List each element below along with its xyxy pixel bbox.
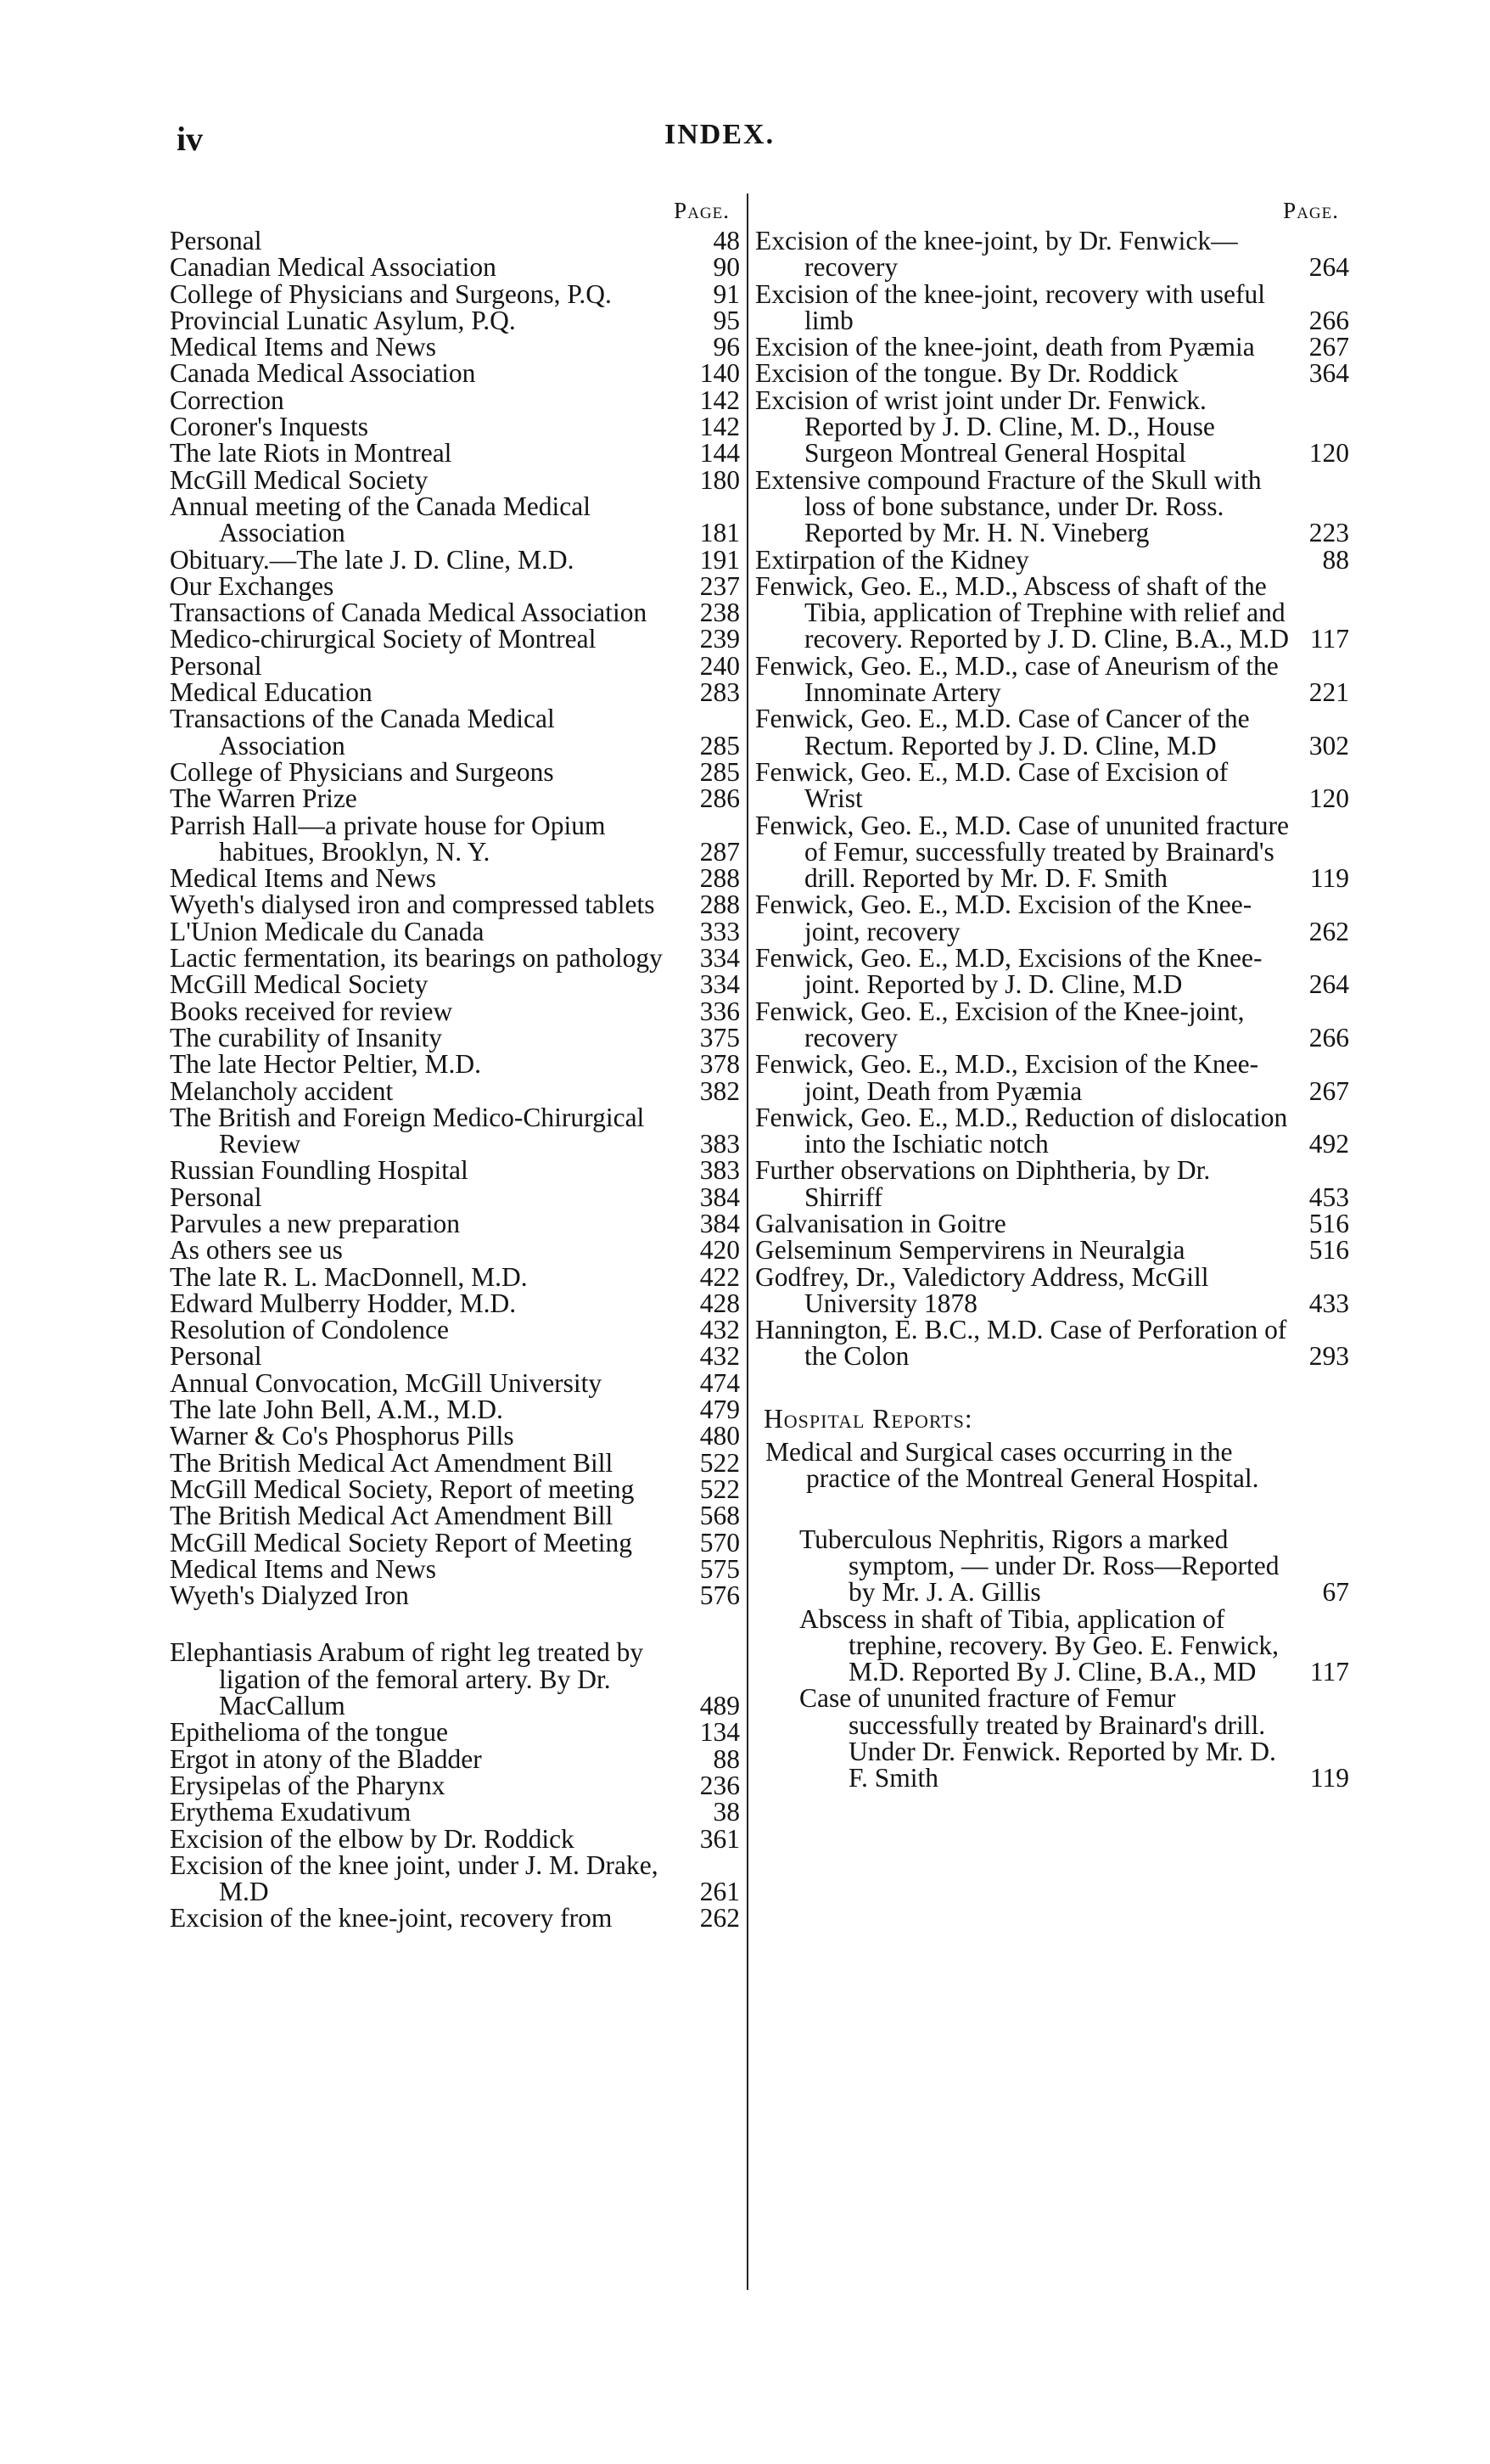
index-entry [170, 599, 740, 626]
entry-title: The late Riots in Montreal [170, 438, 452, 469]
index-entry [170, 783, 740, 814]
entry-title: Our Exchanges [170, 570, 334, 601]
index-entry [170, 998, 740, 1024]
index-entry [755, 756, 1349, 814]
entry-page-number: 383 [699, 1155, 740, 1186]
index-entry [755, 1685, 1349, 1791]
entry-page-number: 575 [699, 1553, 740, 1584]
entry-page-number: 180 [699, 464, 740, 495]
entry-page-number: 383 [699, 1129, 740, 1159]
entry-page-number: 237 [699, 570, 740, 601]
page-number: iv [176, 120, 204, 158]
index-entry [755, 1157, 1349, 1210]
entry-page-number: 236 [699, 1770, 740, 1800]
index-entry [170, 1580, 740, 1611]
index-entry [170, 227, 740, 254]
entry-page-number: 384 [699, 1181, 740, 1212]
entry-title: Fenwick, Geo. E., M.D., Excision of the Knee-joint, Death from Pyæmia [755, 1049, 1259, 1106]
index-entry [755, 570, 1349, 654]
entry-page-number: 134 [699, 1717, 740, 1748]
entry-page-number: 181 [699, 518, 740, 548]
entry-title: Fenwick, Geo. E., M.D. Excision of the Knee-joint, recovery [755, 890, 1252, 946]
entry-title: L'Union Medicale du Canada [170, 916, 485, 946]
entry-page-number: 142 [699, 384, 740, 415]
entry-title: Excision of the elbow by Dr. Roddick [170, 1823, 574, 1854]
entry-page-number: 489 [699, 1691, 740, 1721]
entry-page-number: 334 [699, 969, 740, 1000]
index-entry [170, 570, 740, 601]
entry-page-number: 428 [699, 1288, 740, 1318]
index-entry [170, 1261, 740, 1292]
index-entry [170, 1290, 740, 1316]
entry-title: Coroner's Inquests [170, 412, 369, 442]
index-entry [170, 1049, 740, 1080]
entry-page-number: 492 [1308, 1129, 1349, 1159]
index-entry [755, 1316, 1349, 1370]
entry-title: Resolution of Condolence [170, 1315, 449, 1345]
entry-title: Obituary.—The late J. D. Cline, M.D. [170, 544, 574, 575]
index-entry [170, 1210, 740, 1237]
entry-page-number: 120 [1308, 783, 1349, 814]
entry-page-number: 479 [699, 1395, 740, 1425]
entry-title: Erysipelas of the Pharynx [170, 1770, 445, 1800]
entry-page-number: 333 [699, 916, 740, 946]
page-column-label: Page. [1283, 198, 1339, 223]
entry-page-number: 293 [1308, 1341, 1349, 1372]
entry-page-number: 119 [1309, 863, 1349, 894]
entry-title: Fenwick, Geo. E., M.D., Abscess of shaft of the Tibia, application of Trephine with relief and recovery. Reported by J. D. Cline, B.A., M.D [755, 570, 1289, 654]
index-entry [755, 650, 1349, 708]
entry-title: Melancholy accident [170, 1075, 394, 1106]
entry-title: Annual meeting of the Canada Medical Association [170, 491, 591, 548]
index-entry [170, 891, 740, 918]
index-entry [755, 384, 1349, 469]
entry-page-number: 516 [1308, 1208, 1349, 1238]
index-entry [170, 1639, 740, 1719]
index-entry [170, 358, 740, 389]
entry-title: The curability of Insanity [170, 1022, 443, 1052]
entry-title: Canada Medical Association [170, 358, 476, 389]
index-entry [170, 307, 740, 334]
entry-title: Warner & Co's Phosphorus Pills [170, 1421, 514, 1451]
index-entry [755, 227, 1349, 281]
entry-page-number: 283 [699, 677, 740, 708]
entry-page-number: 90 [713, 252, 740, 283]
entry-page-number: 119 [1309, 1763, 1349, 1793]
entry-page-number: 422 [699, 1261, 740, 1292]
index-entry [170, 413, 740, 440]
index-entry [755, 998, 1349, 1052]
index-entry [170, 1367, 740, 1398]
entry-page-number: 288 [699, 890, 740, 920]
index-entry [755, 1603, 1349, 1687]
index-entry [170, 1799, 740, 1825]
entry-title: Gelseminum Sempervirens in Neuralgia [755, 1235, 1185, 1266]
hospital-reports-intro: Medical and Surgical cases occurring in the practice of the Montreal General Hospital. [765, 1437, 1259, 1494]
index-entry [170, 1529, 740, 1556]
entry-page-number: 302 [1308, 730, 1349, 761]
entry-page-number: 266 [1308, 305, 1349, 335]
entry-title: Excision of wrist joint under Dr. Fenwick. Reported by J. D. Cline, M. D., House Surgeon Montreal General Hospital [755, 384, 1215, 469]
entry-title: Fenwick, Geo. E., M.D. Case of Cancer of the Rectum. Reported by J. D. Cline, M.D [755, 704, 1250, 761]
index-entry [755, 278, 1349, 335]
index-entry [170, 1423, 740, 1449]
index-entry [170, 464, 740, 495]
entry-title: Extirpation of the Kidney [755, 544, 1029, 575]
entry-title: The British and Foreign Medico-Chirurgical Review [170, 1102, 645, 1159]
entry-page-number: 433 [1308, 1288, 1349, 1318]
index-entry [755, 812, 1349, 892]
entry-page-number: 238 [699, 598, 740, 628]
index-entry [755, 358, 1349, 389]
index-list-right [755, 227, 1349, 1370]
entry-page-number: 453 [1308, 1181, 1349, 1212]
entry-page-number: 334 [699, 943, 740, 974]
entry-title: Fenwick, Geo. E., M.D., Reduction of dislocation into the Ischiatic notch [755, 1102, 1288, 1159]
index-entry [170, 969, 740, 1000]
entry-title: Galvanisation in Goitre [755, 1208, 1006, 1238]
entry-title: The late R. L. MacDonnell, M.D. [170, 1261, 528, 1292]
entry-page-number: 264 [1308, 252, 1349, 283]
entry-page-number: 96 [713, 332, 740, 362]
entry-page-number: 144 [699, 438, 740, 469]
index-entry [755, 945, 1349, 998]
entry-page-number: 361 [699, 1823, 740, 1854]
page-column-label: Page. [674, 198, 730, 223]
spacer [755, 1370, 1349, 1400]
entry-title: Fenwick, Geo. E., M.D., case of Aneurism of the Innominate Artery [755, 650, 1279, 708]
entry-page-number: 336 [699, 996, 740, 1026]
entry-page-number: 140 [699, 358, 740, 389]
index-entry [170, 438, 740, 469]
entry-page-number: 95 [713, 305, 740, 335]
hospital-reports-list [755, 1526, 1349, 1792]
entry-page-number: 239 [699, 624, 740, 654]
index-entry [170, 1316, 740, 1343]
entry-title: The late John Bell, A.M., M.D. [170, 1395, 503, 1425]
entry-title: Wyeth's Dialyzed Iron [170, 1580, 409, 1611]
entry-title: Medical Items and News [170, 863, 437, 894]
entry-title: Personal [170, 1341, 262, 1372]
entry-page-number: 522 [699, 1473, 740, 1504]
entry-page-number: 262 [699, 1903, 740, 1934]
entry-title: Transactions of the Canada Medical Association [170, 704, 555, 761]
index-entry [170, 943, 740, 974]
index-list-left [170, 226, 740, 1611]
entry-page-number: 474 [699, 1367, 740, 1398]
entry-title: Medical Education [170, 677, 372, 708]
index-entry [170, 918, 740, 945]
entry-title: The late Hector Peltier, M.D. [170, 1049, 481, 1080]
entry-title: Personal [170, 1181, 262, 1212]
entry-title: Epithelioma of the tongue [170, 1717, 449, 1748]
index-entry [755, 1235, 1349, 1266]
index-entry [170, 334, 740, 360]
index-entry [170, 1235, 740, 1266]
entry-title: The Warren Prize [170, 783, 357, 814]
entry-page-number: 375 [699, 1022, 740, 1052]
entry-title: As others see us [170, 1235, 343, 1266]
index-entry [170, 1823, 740, 1854]
entry-title: Annual Convocation, McGill University [170, 1367, 602, 1398]
entry-page-number: 267 [1308, 1075, 1349, 1106]
index-entry [170, 1553, 740, 1584]
index-entry [755, 891, 1349, 945]
index-entry [170, 1447, 740, 1478]
entry-title: Excision of the knee-joint, recovery from [170, 1903, 613, 1934]
entry-page-number: 285 [699, 730, 740, 761]
entry-title: The British Medical Act Amendment Bill [170, 1501, 613, 1531]
entry-page-number: 88 [1322, 544, 1349, 575]
index-entry [170, 1104, 740, 1158]
entry-title: Excision of the knee-joint, recovery with useful limb [755, 278, 1265, 335]
entry-page-number: 117 [1309, 624, 1349, 654]
entry-title: Correction [170, 384, 284, 415]
entry-page-number: 67 [1322, 1577, 1349, 1608]
entry-title: McGill Medical Society [170, 464, 429, 495]
entry-title: Edward Mulberry Hodder, M.D. [170, 1288, 517, 1318]
index-entry [170, 1743, 740, 1774]
column-divider [747, 194, 748, 2290]
index-entry [755, 705, 1349, 759]
index-entry [170, 544, 740, 575]
entry-page-number: 420 [699, 1235, 740, 1266]
entry-page-number: 120 [1308, 438, 1349, 469]
entry-title: Parvules a new preparation [170, 1208, 460, 1238]
entry-title: Further observations on Diphtheria, by Dr. Shirriff [755, 1155, 1211, 1212]
entry-title: College of Physicians and Surgeons, P.Q. [170, 278, 612, 309]
entry-title: College of Physicians and Surgeons [170, 756, 554, 787]
entry-title: The British Medical Act Amendment Bill [170, 1447, 613, 1478]
entry-title: Godfrey, Dr., Valedictory Address, McGill University 1878 [755, 1261, 1209, 1318]
entry-page-number: 240 [699, 650, 740, 681]
entry-page-number: 570 [699, 1527, 740, 1558]
entry-title: Erythema Exudativum [170, 1797, 412, 1827]
entry-title: McGill Medical Society, Report of meeting [170, 1473, 635, 1504]
spacer [170, 1608, 740, 1639]
index-entry [170, 1181, 740, 1212]
entry-title: Wyeth's dialysed iron and compressed tablets [170, 890, 655, 920]
entry-page-number: 364 [1308, 358, 1349, 389]
entry-page-number: 142 [699, 412, 740, 442]
entry-page-number: 261 [699, 1877, 740, 1907]
index-entry [170, 1075, 740, 1106]
entry-title: Fenwick, Geo. E., M.D, Excisions of the Knee-joint. Reported by J. D. Cline, M.D [755, 943, 1263, 1000]
entry-page-number: 264 [1308, 969, 1349, 1000]
entry-title: Excision of the tongue. By Dr. Roddick [755, 358, 1179, 389]
entry-page-number: 221 [1308, 677, 1349, 708]
entry-page-number: 91 [713, 278, 740, 309]
entry-page-number: 522 [699, 1447, 740, 1478]
index-entry [170, 1717, 740, 1748]
index-entry [170, 756, 740, 787]
entry-title: Excision of the knee-joint, death from Pyæmia [755, 332, 1255, 362]
entry-page-number: 38 [713, 1797, 740, 1827]
index-entry [170, 1155, 740, 1186]
entry-page-number: 568 [699, 1501, 740, 1531]
entry-title: Medical Items and News [170, 1553, 437, 1584]
entry-page-number: 117 [1309, 1657, 1349, 1687]
entry-title: Medical Items and News [170, 332, 437, 362]
entry-title: Personal [170, 226, 262, 255]
index-entry [755, 544, 1349, 575]
index-entry [755, 1210, 1349, 1237]
index-entry [170, 252, 740, 283]
hospital-reports-heading: Hospital Reports: [764, 1403, 973, 1434]
entry-title: Medico-chirurgical Society of Montreal [170, 624, 597, 654]
entry-page-number: 432 [699, 1315, 740, 1345]
index-entry [755, 1526, 1349, 1606]
index-entry [170, 1502, 740, 1529]
entry-title: McGill Medical Society [170, 969, 429, 1000]
entry-page-number: 223 [1308, 518, 1349, 548]
index-entry [170, 278, 740, 309]
entry-page-number: 287 [699, 836, 740, 867]
running-title: INDEX. [664, 119, 776, 150]
index-entry [170, 626, 740, 652]
entry-title: Elephantiasis Arabum of right leg treated by ligation of the femoral artery. By Dr. MacCallum [170, 1637, 644, 1721]
index-entry [170, 1341, 740, 1372]
entry-title: Excision of the knee-joint, by Dr. Fenwick—recovery [755, 226, 1238, 283]
entry-title: Russian Foundling Hospital [170, 1155, 468, 1186]
page-header [0, 119, 1490, 170]
entry-title: Lactic fermentation, its bearings on pathology [170, 943, 663, 974]
entry-title: Tuberculous Nephritis, Rigors a marked symptom, — under Dr. Ross—Reported by Mr. J. A. Gillis [799, 1524, 1280, 1608]
index-entry [755, 1051, 1349, 1104]
entry-page-number: 267 [1308, 332, 1349, 362]
entry-title: Books received for review [170, 996, 453, 1026]
entry-title: Fenwick, Geo. E., M.D. Case of ununited fracture of Femur, successfully treated by Brainard's drill. Reported by Mr. D. F. Smith [755, 810, 1289, 894]
index-entry [170, 1772, 740, 1799]
index-entry [170, 1024, 740, 1051]
entry-title: Hannington, E. B.C., M.D. Case of Perforation of the Colon [755, 1315, 1287, 1372]
entry-page-number: 382 [699, 1075, 740, 1106]
entry-page-number: 480 [699, 1421, 740, 1451]
index-entry [755, 1261, 1349, 1318]
entry-title: McGill Medical Society Report of Meeting [170, 1527, 633, 1558]
entry-page-number: 88 [713, 1743, 740, 1774]
entry-title: Case of ununited fracture of Femur successfully treated by Brainard's drill. Under Dr. Fenwick. Reported by Mr. D. F. Smith [799, 1683, 1276, 1793]
entry-title: Provincial Lunatic Asylum, P.Q. [170, 305, 516, 335]
entry-page-number: 432 [699, 1341, 740, 1372]
index-entry [170, 384, 740, 415]
index-entry [170, 493, 740, 547]
index-entry [755, 464, 1349, 548]
index-entry [170, 812, 740, 866]
entry-page-number: 48 [713, 226, 740, 255]
index-entry [755, 1104, 1349, 1158]
right-column [755, 194, 1349, 1792]
index-list-left-e [170, 1637, 740, 1934]
entry-page-number: 378 [699, 1049, 740, 1080]
index-entry [170, 705, 740, 759]
index-entry [170, 863, 740, 894]
index-entry [755, 334, 1349, 360]
index-entry [170, 1473, 740, 1504]
entry-page-number: 288 [699, 863, 740, 894]
entry-title: Personal [170, 650, 262, 681]
entry-title: Ergot in atony of the Bladder [170, 1743, 482, 1774]
entry-page-number: 286 [699, 783, 740, 814]
index-entry [170, 650, 740, 681]
entry-title: Excision of the knee joint, under J. M. Drake, M.D [170, 1849, 658, 1907]
entry-title: Fenwick, Geo. E., Excision of the Knee-joint, recovery [755, 996, 1245, 1052]
entry-title: Fenwick, Geo. E., M.D. Case of Excision of Wrist [755, 756, 1229, 814]
entry-page-number: 516 [1308, 1235, 1349, 1266]
index-entry [170, 1903, 740, 1934]
entry-title: Abscess in shaft of Tibia, application of trephine, recovery. By Geo. E. Fenwick, M.D. Reported By J. Cline, B.A., MD [799, 1603, 1280, 1687]
entry-page-number: 191 [699, 544, 740, 575]
index-entry [170, 677, 740, 708]
entry-title: Canadian Medical Association [170, 252, 496, 283]
left-column [170, 194, 740, 1932]
entry-page-number: 262 [1308, 916, 1349, 946]
entry-page-number: 266 [1308, 1022, 1349, 1052]
entry-page-number: 285 [699, 756, 740, 787]
index-entry [170, 1849, 740, 1907]
entry-page-number: 384 [699, 1208, 740, 1238]
entry-title: Transactions of Canada Medical Association [170, 598, 647, 628]
entry-title: Extensive compound Fracture of the Skull with loss of bone substance, under Dr. Ross. Reported by Mr. H. N. Vineberg [755, 464, 1262, 548]
entry-page-number: 576 [699, 1580, 740, 1611]
index-entry [170, 1396, 740, 1423]
entry-title: Parrish Hall—a private house for Opium habitues, Brooklyn, N. Y. [170, 810, 606, 867]
